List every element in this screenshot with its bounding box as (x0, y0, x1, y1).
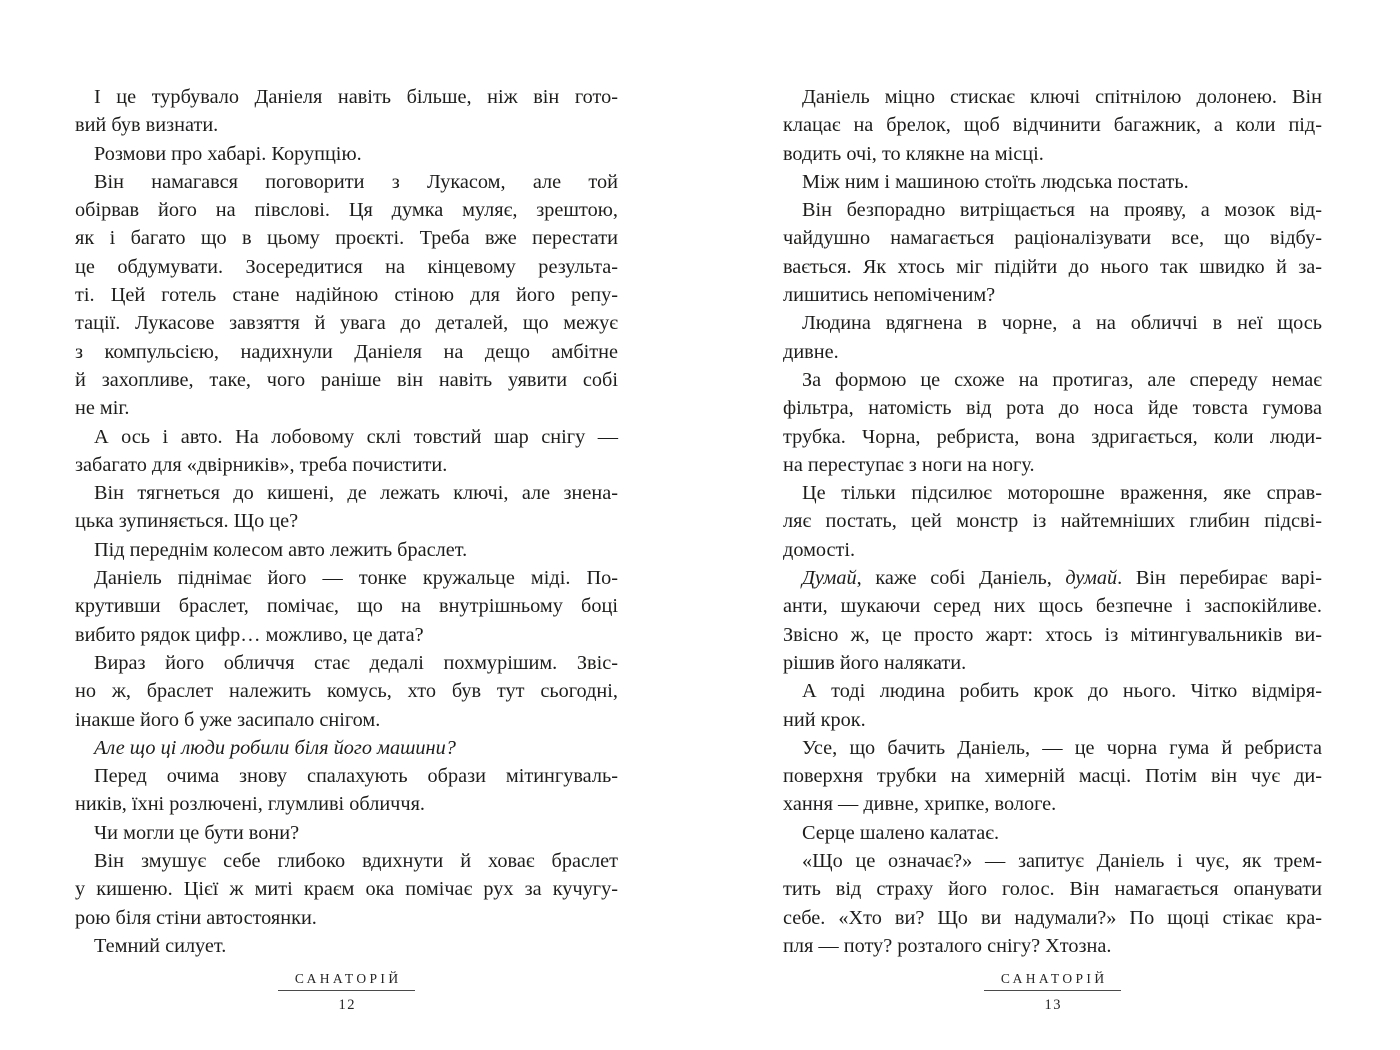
page-number: 13 (1044, 997, 1062, 1013)
text-line: цька зупиняється. Що це? (75, 510, 299, 533)
text-line: хання — дивне, хрипке, вологе. (783, 793, 1057, 816)
text-line: вибито рядок цифр… можливо, це дата? (75, 623, 424, 646)
paragraph (75, 564, 618, 649)
text-line: ті. Цей готель стане надійною стіною для його репу- (75, 284, 618, 307)
paragraph (783, 83, 1322, 168)
text-line: Розмови про хабарі. Корупцію. (94, 142, 362, 165)
text-line: За формою це схоже на протигаз, але спереду немає (802, 368, 1322, 391)
footer-rule (278, 990, 415, 991)
text-run: , каже собі Даніель, (856, 567, 1066, 590)
paragraph (75, 83, 618, 140)
running-title: САНАТОРІЙ (1000, 971, 1108, 986)
paragraph (783, 819, 1322, 847)
page-footer (75, 971, 618, 1014)
page-footer (783, 971, 1322, 1014)
paragraph (783, 366, 1322, 479)
text-line: водить очі, то клякне на місці. (783, 142, 1044, 165)
paragraph (75, 819, 618, 847)
text-line: забагато для «двірників», треба почистити. (75, 453, 448, 476)
text-line: лишитись непоміченим? (783, 284, 996, 307)
paragraph (75, 932, 618, 960)
text-line: Звісно ж, це просто жарт: хтось із мітингувальників ви- (783, 623, 1322, 646)
text-line: но ж, браслет належить комусь, хто був тут сьогодні, (75, 680, 618, 703)
text-line: крутивши браслет, помічає, що на внутрішньому боці (75, 595, 618, 618)
text-line: тації. Лукасове завзяття й увага до деталей, що межує (75, 312, 618, 335)
text-line: І це турбувало Даніеля навіть більше, ніж він гото- (94, 86, 618, 108)
text-line: як і багато що в цьому проєкті. Треба вже перестати (75, 227, 618, 250)
text-line: Чи могли це бути вони? (94, 821, 300, 844)
text-line: дивне. (783, 340, 839, 363)
text-run: . Він перебирає варі- (1117, 567, 1323, 590)
paragraph (783, 309, 1322, 366)
text-line: з компульсією, надихнули Даніеля на дещо амбітне (75, 340, 618, 363)
text-line: Людина вдягнена в чорне, а на обличчі в неї щось (802, 312, 1322, 335)
text-line: Даніель піднімає його — тонке кружальце міді. По- (94, 567, 618, 590)
page-number: 12 (338, 997, 356, 1013)
paragraph (75, 140, 618, 168)
paragraph (75, 734, 618, 762)
paragraph (75, 536, 618, 564)
text-line: А ось і авто. На лобовому склі товстий шар снігу — (94, 425, 618, 448)
paragraph (75, 847, 618, 932)
footer-rule (984, 990, 1121, 991)
text-line: домості. (783, 538, 856, 561)
running-title: САНАТОРІЙ (294, 971, 402, 986)
text-line: А тоді людина робить крок до нього. Чітко відміря- (802, 680, 1322, 703)
text-line: й захопливе, таке, чого раніше він навіть уявити собі (75, 368, 618, 391)
text-line: ний крок. (783, 708, 866, 731)
paragraph (75, 479, 618, 536)
text-line: рішив його налякати. (783, 651, 967, 674)
paragraph (75, 649, 618, 734)
paragraph (75, 168, 618, 423)
text-line: вий був визнати. (75, 114, 219, 137)
paragraph (783, 734, 1322, 819)
text-line: «Що це означає?» — запитує Даніель і чує, як трем- (802, 850, 1322, 873)
text-line: анти, шукаючи серед них щось безпечне і заспокійливе. (783, 595, 1322, 618)
text-line: Це тільки підсилює моторошне враження, яке справ- (802, 482, 1322, 505)
text-line: ляє постать, цей монстр із найтемніших глибин підсві- (783, 510, 1322, 533)
text-line: пля — поту? розталого снігу? Хтозна. (783, 934, 1112, 957)
paragraph (75, 423, 618, 480)
italic-run: думай (1065, 567, 1118, 590)
paragraph (783, 677, 1322, 734)
text-line: Він намагався поговорити з Лукасом, але той (94, 170, 618, 193)
text-line: фільтра, натомість від рота до носа йде товста гумова (783, 397, 1322, 420)
paragraph (783, 196, 1322, 309)
text-line: чайдушно намагається раціоналізувати все, що відбу- (783, 227, 1322, 250)
text-line: себе. «Хто ви? Що ви надумали?» По щоці стікає кра- (783, 906, 1322, 929)
text-line: на переступає з ноги на ногу. (783, 453, 1035, 476)
paragraph (783, 847, 1322, 960)
paragraph (783, 479, 1322, 564)
text-line: Він безпорадно витріщається на прояву, а мозок від- (802, 199, 1322, 222)
text-line: вається. Як хтось міг підійти до нього так швидко й за- (783, 255, 1322, 278)
text-line: інакше його б уже засипало снігом. (75, 708, 381, 731)
text-line: Між ним і машиною стоїть людська постать. (802, 170, 1189, 193)
paragraph (783, 168, 1322, 196)
text-line: Вираз його обличчя стає дедалі похмурішим. Звіс- (94, 651, 618, 674)
page-right (783, 0, 1322, 1050)
italic-run: Думай (802, 567, 857, 590)
paragraph (75, 762, 618, 819)
text-line: у кишеню. Цієї ж миті краєм ока помічає рух за кучугу- (75, 878, 618, 901)
paragraph (783, 564, 1322, 677)
text-line: поверхня трубки на химерній масці. Потім він чує ди- (783, 765, 1322, 788)
text-line: Даніель міцно стискає ключі спітнілою долонею. Він (802, 86, 1322, 108)
text-line: Але що ці люди робили біля його машини? (94, 736, 456, 759)
text-line: це обдумувати. Зосередитися на кінцевому результа- (75, 255, 618, 278)
text-line: обірвав його на півслові. Ця думка муляє, зрештою, (75, 199, 618, 222)
text-line: рою біля стіни автостоянки. (75, 906, 317, 929)
text-line: Під переднім колесом авто лежить браслет. (94, 538, 468, 561)
text-line: Серце шалено калатає. (802, 821, 1000, 844)
page-text (75, 83, 618, 960)
text-line: Перед очима знову спалахують образи мітингуваль- (94, 765, 618, 788)
text-line: не міг. (75, 397, 130, 420)
text-line: трубка. Чорна, ребриста, вона здригається, коли люди- (783, 425, 1322, 448)
page-left (75, 0, 618, 1050)
text-line: клацає на брелок, щоб відчинити багажник, а коли під- (783, 114, 1322, 137)
text-line: тить від страху його голос. Він намагається опанувати (783, 878, 1322, 901)
page-text (783, 83, 1322, 960)
text-line: Темний силует. (94, 934, 227, 957)
text-line: Він тягнеться до кишені, де лежать ключі, але знена- (94, 482, 618, 505)
text-line: Він змушує себе глибоко вдихнути й ховає браслет (94, 850, 618, 873)
text-line: Усе, що бачить Даніель, — це чорна гума й ребриста (802, 736, 1322, 759)
text-line: ників, їхні розлючені, глумливі обличчя. (75, 793, 425, 816)
text-line (783, 564, 1322, 592)
